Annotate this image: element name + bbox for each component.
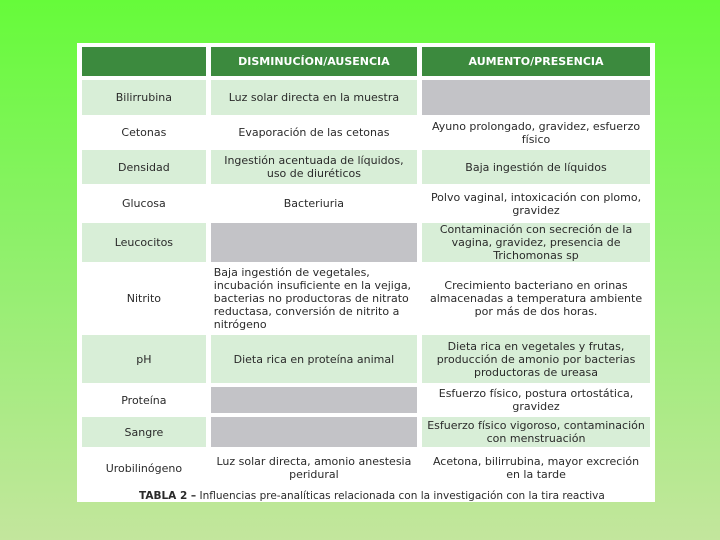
disminucion-cell: Luz solar directa, amonio anestesia peridural xyxy=(211,451,417,485)
disminucion-cell: Dieta rica en proteína animal xyxy=(211,335,417,383)
row-label: pH xyxy=(82,335,206,383)
table-row xyxy=(82,451,650,485)
row-label: Cetonas xyxy=(82,119,206,146)
row-label: Leucocitos xyxy=(82,223,206,262)
disminucion-cell xyxy=(211,223,417,262)
table-row xyxy=(82,80,650,115)
row-label: Proteína xyxy=(82,387,206,413)
aumento-cell xyxy=(422,80,650,115)
table-caption xyxy=(139,490,655,502)
row-label: Sangre xyxy=(82,417,206,447)
aumento-cell: Crecimiento bacteriano en orinas almacenadas a temperatura ambiente por más de dos horas. xyxy=(422,266,650,331)
table-row xyxy=(82,417,650,447)
disminucion-cell: Evaporación de las cetonas xyxy=(211,119,417,146)
table-row xyxy=(82,335,650,383)
influences-table xyxy=(77,43,655,489)
row-label: Glucosa xyxy=(82,188,206,219)
disminucion-cell xyxy=(211,417,417,447)
aumento-cell: Contaminación con secreción de la vagina, gravidez, presencia de Trichomonas sp xyxy=(422,223,650,262)
table-row xyxy=(82,150,650,184)
caption-text: Influencias pre-analíticas relacionada con la investigación con la tira reactiva xyxy=(199,490,605,502)
header-empty-cell xyxy=(82,47,206,76)
aumento-cell: Baja ingestión de líquidos xyxy=(422,150,650,184)
disminucion-cell: Ingestión acentuada de líquidos, uso de diuréticos xyxy=(211,150,417,184)
table-row xyxy=(82,266,650,331)
aumento-cell: Polvo vaginal, intoxicación con plomo, gravidez xyxy=(422,188,650,219)
table-header-row xyxy=(82,47,650,76)
row-label: Urobilinógeno xyxy=(82,451,206,485)
header-disminucion: DISMINUCÍON/AUSENCIA xyxy=(211,47,417,76)
table-row xyxy=(82,119,650,146)
table-row xyxy=(82,188,650,219)
aumento-cell: Esfuerzo físico vigoroso, contaminación con menstruación xyxy=(422,417,650,447)
disminucion-cell xyxy=(211,387,417,413)
aumento-cell: Acetona, bilirrubina, mayor excreción en la tarde xyxy=(422,451,650,485)
caption-label: TABLA 2 – xyxy=(139,490,197,502)
slide xyxy=(77,43,655,502)
row-label: Bilirrubina xyxy=(82,80,206,115)
aumento-cell: Esfuerzo físico, postura ortostática, gravidez xyxy=(422,387,650,413)
disminucion-cell: Baja ingestión de vegetales, incubación insuficiente en la vejiga, bacterias no productoras de nitrato reductasa, conversión de nitrito a nitrógeno xyxy=(211,266,417,331)
disminucion-cell: Luz solar directa en la muestra xyxy=(211,80,417,115)
disminucion-cell: Bacteriuria xyxy=(211,188,417,219)
row-label: Nitrito xyxy=(82,266,206,331)
table-row xyxy=(82,387,650,413)
row-label: Densidad xyxy=(82,150,206,184)
table-row xyxy=(82,223,650,262)
header-aumento: AUMENTO/PRESENCIA xyxy=(422,47,650,76)
aumento-cell: Ayuno prolongado, gravidez, esfuerzo físico xyxy=(422,119,650,146)
aumento-cell: Dieta rica en vegetales y frutas, producción de amonio por bacterias productoras de ureasa xyxy=(422,335,650,383)
